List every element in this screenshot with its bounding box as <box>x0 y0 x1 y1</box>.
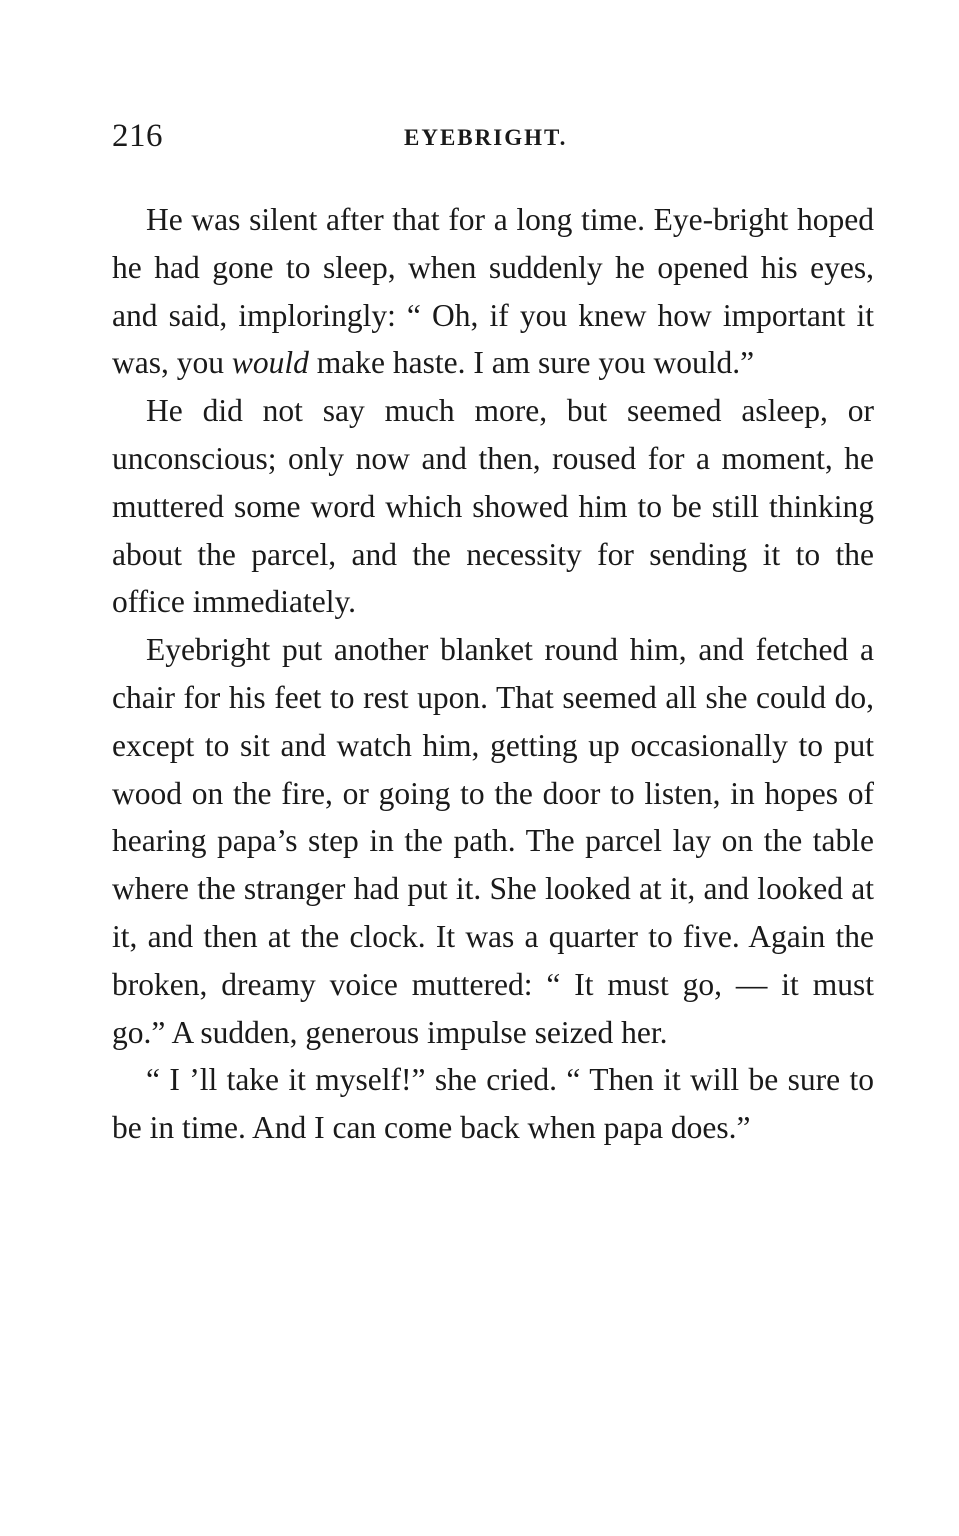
paragraph-1-text-end: make haste. I am sure you would.” <box>308 345 755 381</box>
paragraph-1 <box>112 196 874 387</box>
running-title: EYEBRIGHT. <box>404 125 568 150</box>
paragraph-3: Eyebright put another blanket round him, and fetched a chair for his feet to rest upon. That seemed all she could do, except to sit and watch him, getting up occasionally to put wood on the fire, or going to the door to listen, in hopes of hearing papa’s step in the path. The parcel lay on the table where the stranger had put it. She looked at it, and looked at it, and then at the clock. It was a quarter to five. Again the broken, dreamy voice muttered: “ It must go, — it must go.” A sudden, generous impulse seized her. <box>112 632 874 1050</box>
paragraph-1-emphasis: would <box>231 345 309 381</box>
paragraph-2: He did not say much more, but seemed asleep, or unconscious; only now and then, roused for a moment, he muttered some word which showed him to be still thinking about the parcel, and the necessity for sending it to the office immediately. <box>112 393 874 620</box>
paragraph-1-text-start: He was silent after that for a long time. Eye-bright hoped he had gone to sleep, when suddenly he opened his eyes, and said, imploringly: “ Oh, if you knew how important it was, you <box>112 202 874 381</box>
body-text <box>112 196 874 1152</box>
running-head <box>112 112 874 162</box>
paragraph-4: “ I ’ll take it myself!” she cried. “ Then it will be sure to be in time. And I can come back when papa does.” <box>112 1062 874 1146</box>
page-number: 216 <box>112 118 163 154</box>
